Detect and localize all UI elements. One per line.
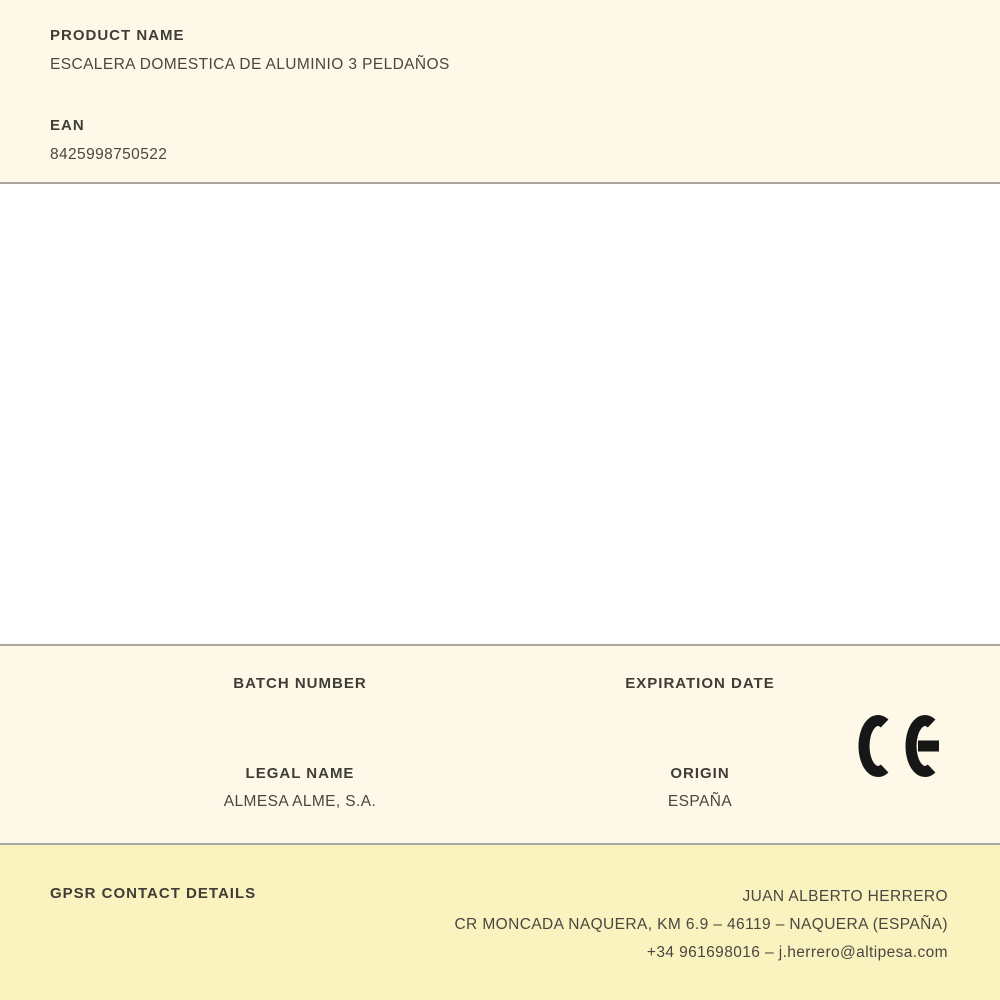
contact-lines xyxy=(454,883,948,967)
product-info-section xyxy=(0,0,1000,184)
legal-name-label: LEGAL NAME xyxy=(245,765,355,782)
product-name-value: ESCALERA DOMESTICA DE ALUMINIO 3 PELDAÑOS xyxy=(50,56,450,73)
gpsr-contact-label: GPSR CONTACT DETAILS xyxy=(50,885,257,902)
legal-name-value: ALMESA ALME, S.A. xyxy=(223,793,377,810)
ean-label: EAN xyxy=(50,117,85,134)
compliance-details-section xyxy=(0,644,1000,843)
contact-address: CR MONCADA NAQUERA, KM 6.9 – 46119 – NAQUERA (ESPAÑA) xyxy=(454,916,948,933)
batch-number-label: BATCH NUMBER xyxy=(233,675,367,692)
contact-person-name: JUAN ALBERTO HERRERO xyxy=(742,888,948,905)
origin-label: ORIGIN xyxy=(670,765,730,782)
origin-value: ESPAÑA xyxy=(667,793,733,810)
gpsr-contact-section xyxy=(0,843,1000,1000)
product-image-area xyxy=(0,186,1000,644)
ce-mark-icon xyxy=(858,715,940,777)
ean-value: 8425998750522 xyxy=(50,146,168,163)
contact-phone-email: +34 961698016 – j.herrero@altipesa.com xyxy=(646,944,948,961)
expiration-date-label: EXPIRATION DATE xyxy=(625,675,775,692)
product-name-label: PRODUCT NAME xyxy=(50,27,185,44)
